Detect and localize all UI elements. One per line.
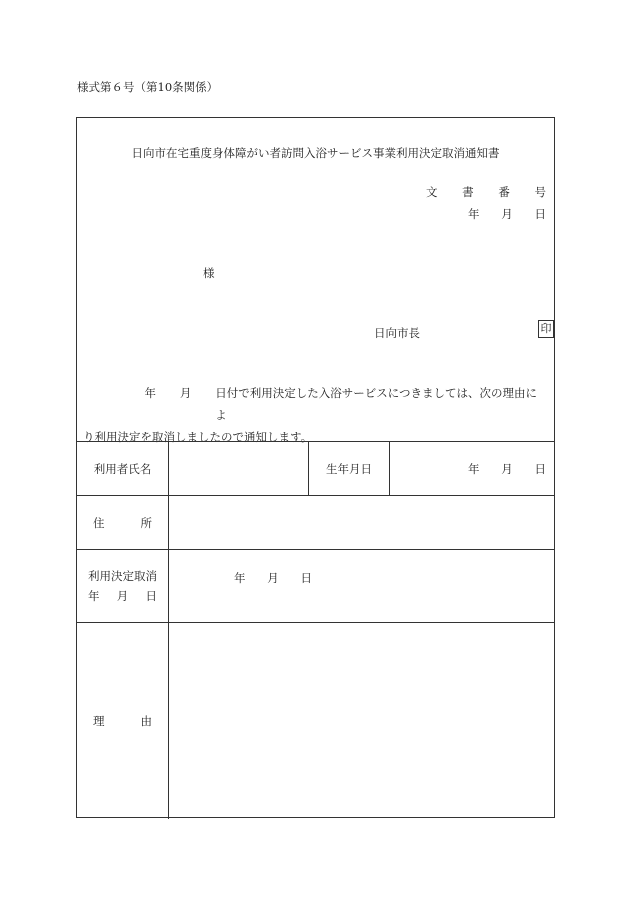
body-year: 年 bbox=[144, 386, 157, 400]
issue-date bbox=[468, 206, 546, 222]
form-number-label: 様式第６号（第10条関係） bbox=[77, 80, 219, 94]
birth-date-cell[interactable] bbox=[390, 442, 555, 496]
doc-number-char: 書 bbox=[462, 185, 474, 199]
address-label-char: 住 bbox=[93, 515, 105, 530]
notice-body bbox=[83, 382, 546, 448]
cancel-date-label bbox=[77, 550, 169, 623]
table-row bbox=[77, 496, 554, 550]
table-row bbox=[77, 550, 554, 623]
document-number bbox=[426, 184, 546, 200]
reason-cell[interactable] bbox=[169, 623, 555, 819]
doc-number-char: 番 bbox=[498, 185, 510, 199]
cancel-month: 月 bbox=[267, 571, 279, 585]
cancel-year: 年 bbox=[234, 571, 246, 585]
birth-year: 年 bbox=[468, 461, 480, 476]
user-name-label: 利用者氏名 bbox=[77, 442, 169, 496]
cancel-day: 日 bbox=[300, 571, 312, 585]
body-month: 月 bbox=[179, 386, 192, 400]
user-name-cell[interactable] bbox=[169, 442, 309, 496]
doc-number-char: 文 bbox=[426, 185, 438, 199]
cancel-label-year: 年 bbox=[88, 589, 100, 603]
reason-label-char: 由 bbox=[140, 713, 152, 728]
cancel-label-day: 日 bbox=[145, 589, 157, 603]
date-month: 月 bbox=[501, 207, 513, 221]
address-label-char: 所 bbox=[140, 515, 152, 530]
table-row bbox=[77, 442, 554, 496]
cancel-label-month: 月 bbox=[116, 589, 129, 603]
date-day: 日 bbox=[534, 207, 546, 221]
body-line2-text: り利用決定を取消しましたので通知します。 bbox=[83, 430, 313, 444]
birth-month: 月 bbox=[501, 461, 513, 476]
seal-mark: 印 bbox=[538, 320, 554, 338]
birth-date-label: 生年月日 bbox=[309, 442, 390, 496]
date-year: 年 bbox=[468, 207, 480, 221]
doc-number-char: 号 bbox=[534, 185, 546, 199]
table-row bbox=[77, 623, 554, 819]
notice-frame bbox=[76, 117, 555, 818]
birth-day: 日 bbox=[534, 461, 546, 476]
reason-label-char: 理 bbox=[93, 713, 105, 728]
address-label bbox=[77, 496, 169, 550]
info-table bbox=[77, 441, 554, 819]
addressee-suffix: 様 bbox=[203, 266, 215, 280]
address-cell[interactable] bbox=[169, 496, 555, 550]
reason-label bbox=[77, 623, 169, 819]
document-title: 日向市在宅重度身体障がい者訪問入浴サービス事業利用決定取消通知書 bbox=[131, 146, 500, 160]
cancel-date-cell[interactable] bbox=[169, 550, 555, 623]
issuer-name: 日向市長 bbox=[374, 326, 420, 340]
cancel-label-line1: 利用決定取消 bbox=[88, 569, 157, 583]
body-line1-text: 日付で利用決定した入浴サービスにつきましては、次の理由によ bbox=[215, 386, 537, 422]
